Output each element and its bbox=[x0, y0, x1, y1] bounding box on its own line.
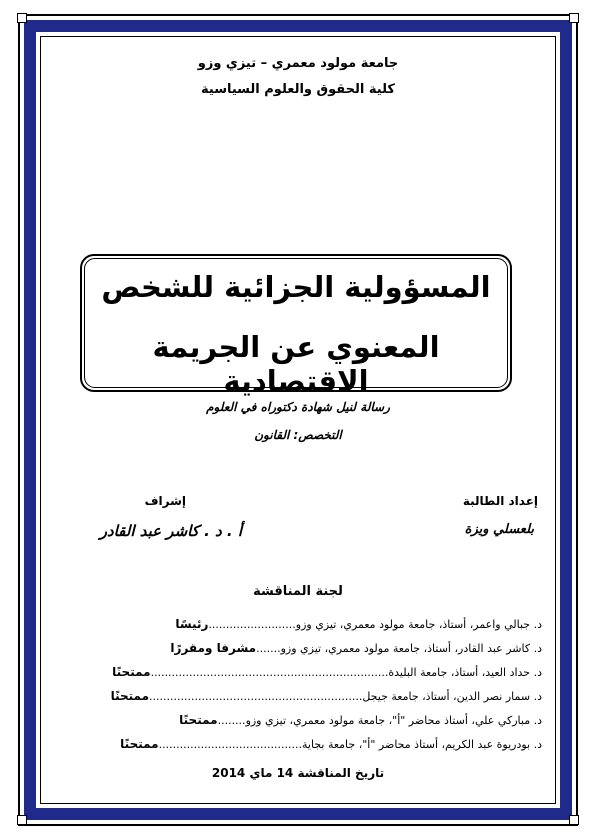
committee-title: لجنة المناقشة bbox=[253, 584, 343, 599]
border-corner-bottom-right bbox=[557, 803, 579, 825]
supervision-label: إشراف bbox=[144, 494, 186, 508]
defense-date: تاريخ المناقشة 14 ماي 2014 bbox=[211, 766, 385, 780]
member-role: مشرفا ومقررًا bbox=[170, 641, 257, 655]
committee-member bbox=[50, 708, 542, 732]
member-role: ممتحنًا bbox=[110, 689, 150, 703]
member-role: ممتحنًا bbox=[112, 665, 151, 679]
member-dots: ....... bbox=[256, 642, 281, 655]
member-dots: ......................... bbox=[208, 618, 296, 631]
university-name: جامعة مولود معمري – تيزي وزو bbox=[197, 56, 399, 71]
member-dots: ............................................................. bbox=[149, 690, 363, 703]
border-corner-top-left bbox=[17, 13, 39, 35]
committee-members bbox=[50, 612, 542, 756]
member-role: ممتحنًا bbox=[120, 737, 159, 751]
member-dots: ......................................... bbox=[158, 738, 302, 751]
degree-line: رسالة لنيل شهادة دكتوراه في العلوم bbox=[206, 400, 390, 414]
committee-member bbox=[50, 636, 542, 660]
thesis-title-line1: المسؤولية الجزائية للشخص bbox=[101, 270, 491, 304]
committee-member bbox=[50, 660, 542, 684]
member-role: رئيسًا bbox=[175, 617, 209, 631]
border-corner-bottom-left bbox=[17, 803, 39, 825]
member-dots: .................................................................... bbox=[150, 666, 389, 679]
faculty-name: كلية الحقوق والعلوم السياسية bbox=[201, 82, 395, 97]
specialty-line: التخصص: القانون bbox=[254, 428, 342, 442]
border-corner-top-right bbox=[557, 13, 579, 35]
member-role: ممتحنًا bbox=[179, 713, 218, 727]
thesis-title-line2: المعنوي عن الجريمة الاقتصادية bbox=[152, 330, 440, 398]
prepared-by-label: إعداد الطالبة bbox=[462, 494, 538, 508]
member-info: د. جبالي واعمر، أستاذ، جامعة مولود معمري، تيزي وزو bbox=[295, 618, 542, 631]
member-info: د. كاشر عبد القادر، أستاذ، جامعة مولود معمري، تيزي وزو bbox=[280, 642, 542, 655]
member-info: د. مباركي علي، أستاذ محاضر "أ"، جامعة مولود معمري، تيزي وزو bbox=[245, 714, 542, 727]
committee-member bbox=[50, 612, 542, 636]
supervisor-name: أ . د . كاشر عبد القادر bbox=[99, 522, 242, 540]
committee-member bbox=[50, 684, 542, 708]
committee-member bbox=[50, 732, 542, 756]
member-info: د. سمار نصر الدين، أستاذ، جامعة جيجل bbox=[362, 690, 542, 703]
member-dots: ........ bbox=[217, 714, 246, 727]
student-name: بلعسلي ويزة bbox=[464, 522, 534, 537]
member-info: د. بودريوة عبد الكريم، أستاذ محاضر "أ"، جامعة بجاية bbox=[301, 738, 542, 751]
member-info: د. حداد العيد، أستاذ، جامعة البليدة bbox=[388, 666, 542, 679]
